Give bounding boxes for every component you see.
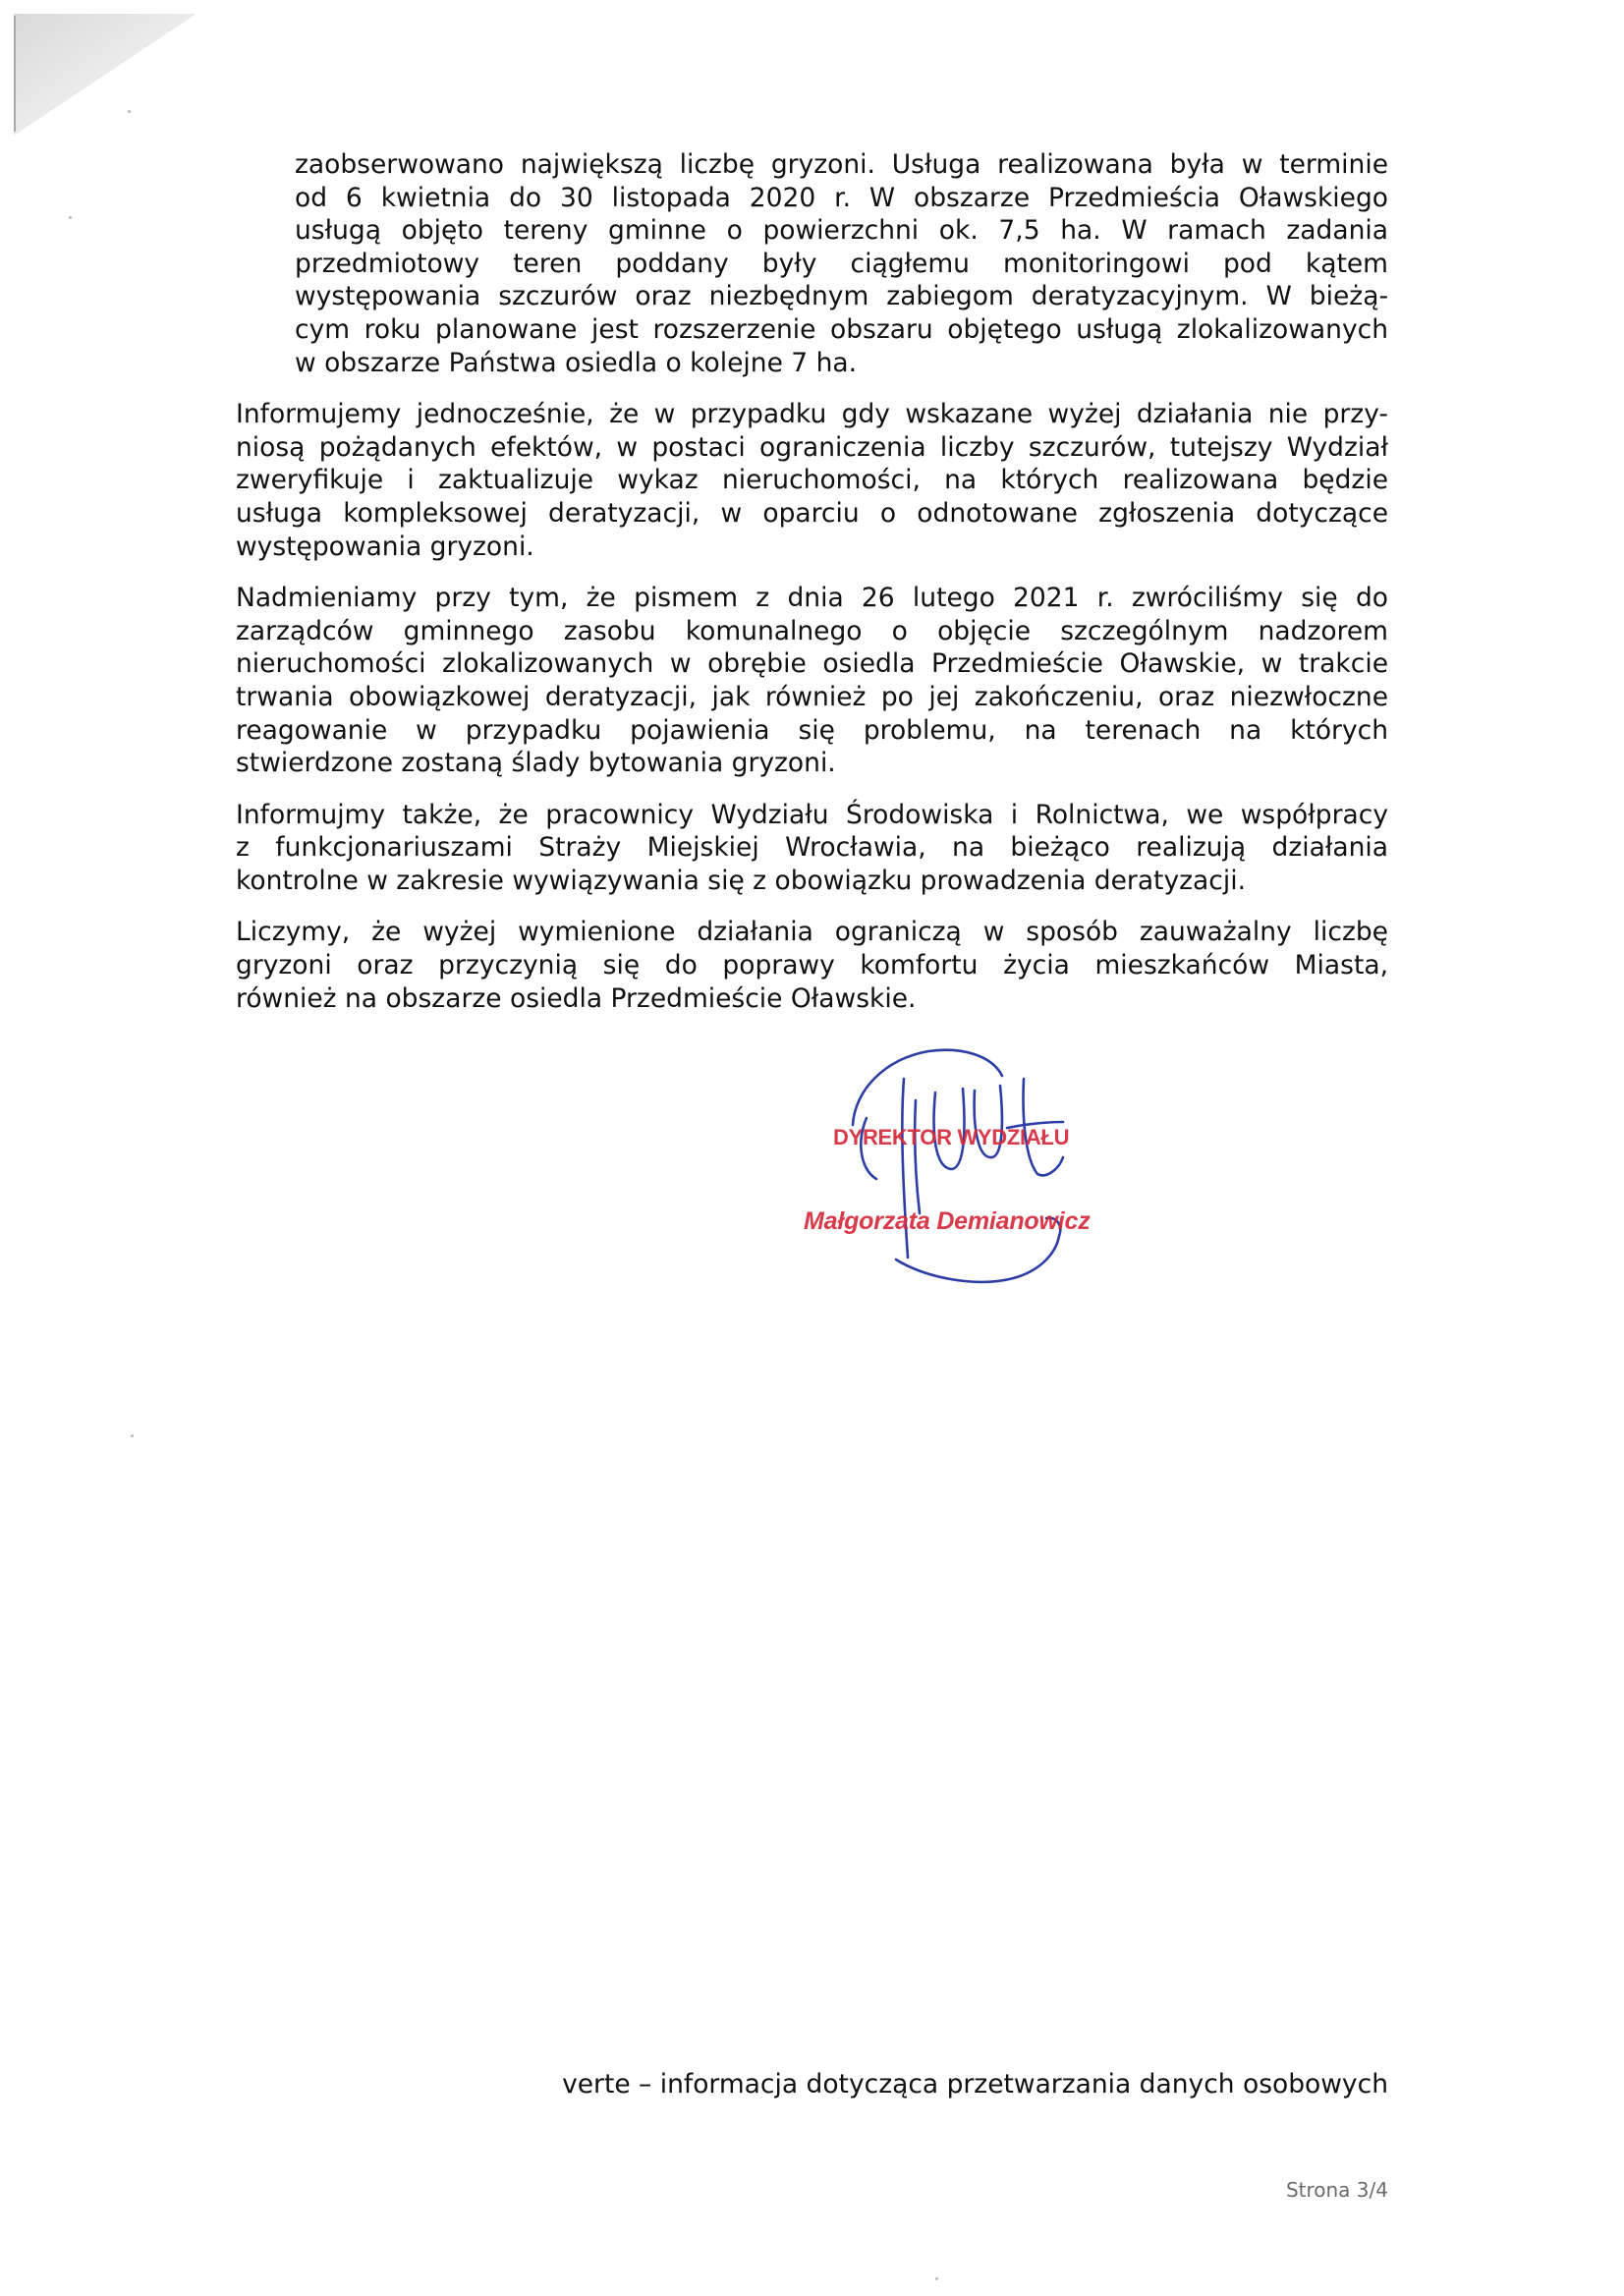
signature-block xyxy=(786,1022,1140,1307)
text-line: usługą objęto tereny gminne o powierzchni ok. 7,5 ha. W ramach zadania xyxy=(295,215,1388,247)
text-line: zarządców gminnego zasobu komunalnego o objęcie szczególnym nadzorem xyxy=(236,615,1388,646)
letter-body xyxy=(236,148,1388,1034)
text-line: nieruchomości zlokalizowanych w obrębie osiedla Przedmieście Oławskie, w trakcie xyxy=(236,648,1388,680)
paragraph-inspections xyxy=(236,799,1388,898)
text-line: przedmiotowy teren poddany były ciągłemu monitoringowi pod kątem xyxy=(295,248,1388,279)
scan-speck xyxy=(128,110,131,113)
text-line: niosą pożądanych efektów, w postaci ograniczenia liczby szczurów, tutejszy Wydział xyxy=(236,431,1388,463)
scan-fold-corner xyxy=(0,0,226,157)
handwritten-signature xyxy=(806,1032,1120,1297)
text-line: Nadmieniamy przy tym, że pismem z dnia 26 lutego 2021 r. zwróciliśmy się do xyxy=(236,583,1388,614)
text-line: występowania gryzoni. xyxy=(236,531,534,562)
text-line: również na obszarze osiedla Przedmieście Oławskie. xyxy=(236,982,917,1014)
text-line: trwania obowiązkowej deratyzacji, jak również po jej zakończeniu, oraz niezwłoczne xyxy=(236,681,1388,712)
text-line: z funkcjonariuszami Straży Miejskiej Wrocławia, na bieżąco realizują działania xyxy=(236,832,1388,864)
text-line: reagowanie w przypadku pojawienia się problemu, na terenach na których xyxy=(236,714,1388,746)
text-line: stwierdzone zostaną ślady bytowania gryzoni. xyxy=(236,748,836,779)
scan-speck xyxy=(131,1434,134,1437)
text-line: w obszarze Państwa osiedla o kolejne 7 ha. xyxy=(295,347,858,378)
text-line: cym roku planowane jest rozszerzenie obszaru objętego usługą zlokalizowanych xyxy=(295,313,1388,345)
text-line: gryzoni oraz przyczynią się do poprawy komfortu życia mieszkańców Miasta, xyxy=(236,950,1388,981)
paragraph-managers-letter xyxy=(236,582,1388,780)
paragraph-rodent-service xyxy=(295,148,1388,379)
text-line: Informujemy jednocześnie, że w przypadku gdy wskazane wyżej działania nie przy- xyxy=(236,399,1388,430)
text-line: zweryfikuje i zaktualizuje wykaz nieruchomości, na których realizowana będzie xyxy=(236,465,1388,496)
text-line: występowania szczurów oraz niezbędnym zabiegom deratyzacyjnym. W bieżą- xyxy=(295,281,1388,312)
scan-speck xyxy=(935,2277,938,2280)
text-line: kontrolne w zakresie wywiązywania się z obowiązku prowadzenia deratyzacji. xyxy=(236,865,1247,896)
paragraph-verification xyxy=(236,398,1388,563)
text-line: zaobserwowano największą liczbę gryzoni. Usługa realizowana była w terminie xyxy=(295,149,1388,180)
text-line: od 6 kwietnia do 30 listopada 2020 r. W obszarze Przedmieścia Oławskiego xyxy=(295,182,1388,213)
scan-speck xyxy=(69,216,72,219)
stamp-director-name: Małgorzata Demianowicz xyxy=(804,1207,1091,1235)
page-number: Strona 3/4 xyxy=(1285,2178,1388,2202)
text-line: Informujmy także, że pracownicy Wydziału Środowiska i Rolnictwa, we współpracy xyxy=(236,799,1388,830)
paragraph-closing xyxy=(236,916,1388,1015)
verte-note: verte – informacja dotycząca przetwarzania danych osobowych xyxy=(562,2069,1388,2100)
text-line: Liczymy, że wyżej wymienione działania ograniczą w sposób zauważalny liczbę xyxy=(236,917,1388,948)
stamp-director-title: DYREKTOR WYDZIAŁU xyxy=(833,1125,1070,1149)
text-line: usługa kompleksowej deratyzacji, w oparciu o odnotowane zgłoszenia dotyczące xyxy=(236,497,1388,529)
